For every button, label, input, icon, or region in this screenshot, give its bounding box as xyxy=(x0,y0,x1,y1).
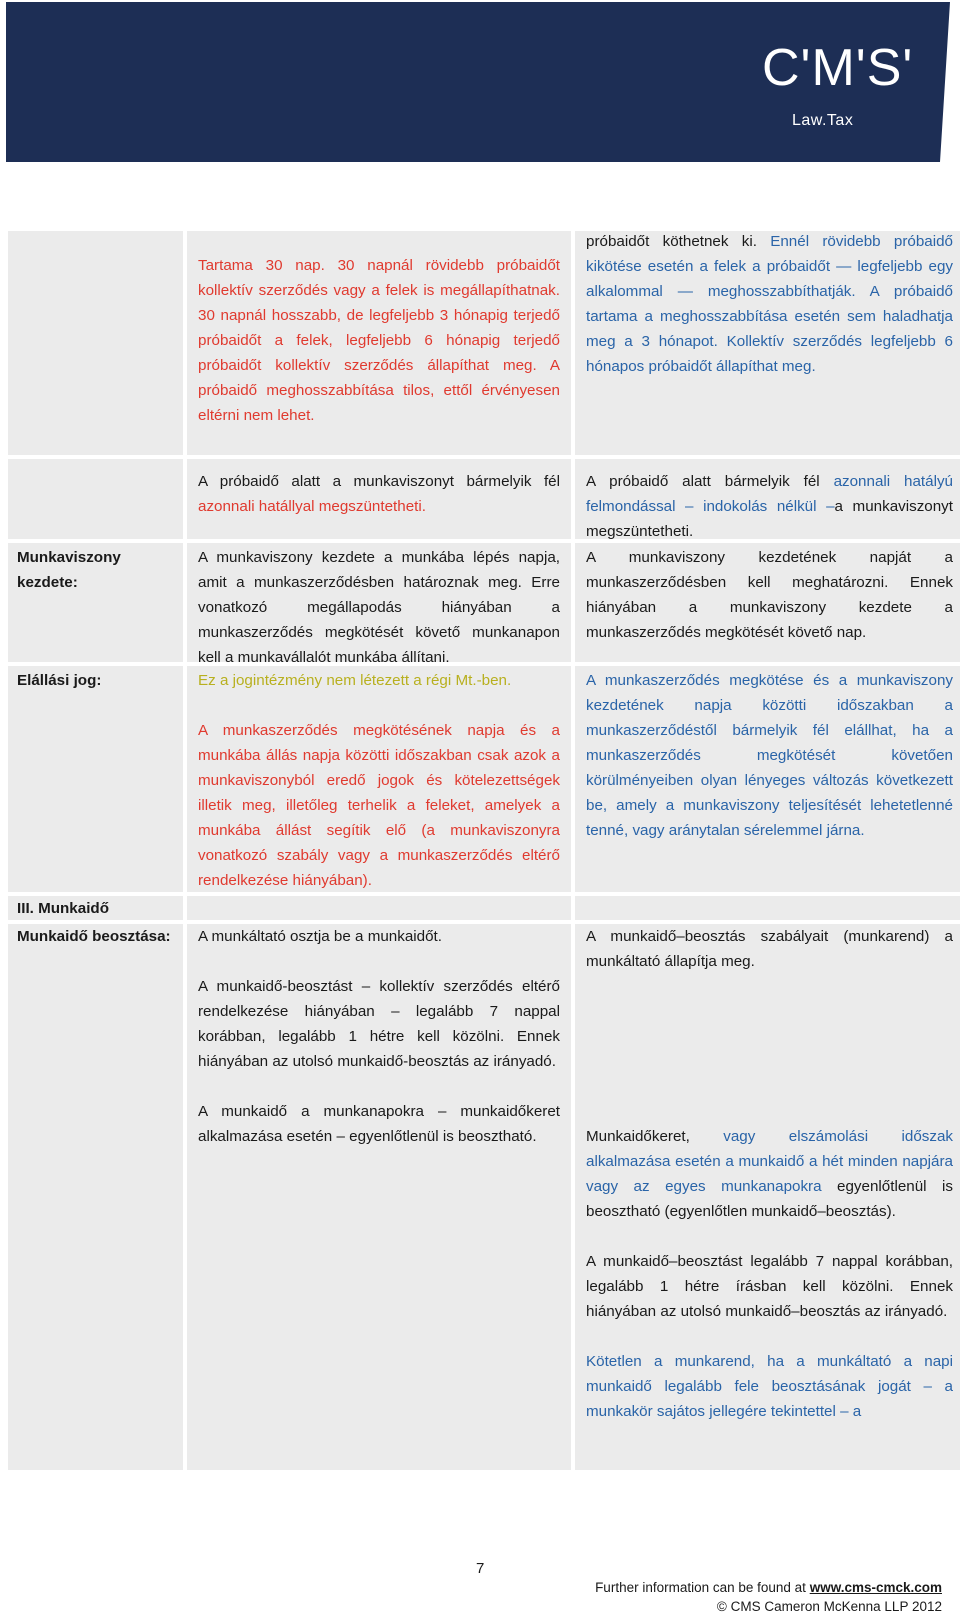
text-segment: azonnali hatályú felmondással – indokolás nélkül – xyxy=(586,473,953,515)
new-law-cell xyxy=(575,543,960,662)
text-paragraph: Kötetlen a munkarend, ha a munkáltató a napi munkaidő legalább fele beosztásának jogát – a munkakör sajátos jellegére tekintettel – a xyxy=(586,1353,953,1420)
row-label: Elállási jog: xyxy=(17,672,102,689)
text-paragraph xyxy=(586,1124,953,1224)
old-law-cell xyxy=(187,543,571,666)
website-link[interactable]: www.cms-cmck.com xyxy=(809,1580,942,1595)
text-paragraph: A munkaszerződés megkötésének napja és a munkába állás napja közötti időszakban csak azok a munkaviszonyból eredő jogok és kötelezettségek illetik meg, illetőleg terhelik a feleket, amelyek a munkába állást segítik elő (a munkaviszonyra vonatkozó szabály vagy a munkaszerződés eltérő rendelkezése hiányában). xyxy=(198,722,560,889)
logo-subtitle: Law.Tax xyxy=(792,112,854,129)
old-law-cell xyxy=(187,459,571,539)
old-law-cell xyxy=(187,231,571,455)
cell-text: A munkaviszony kezdetének napját a munkaszerződésben kell meghatározni. Ennek hiányában a munkaviszony kezdete a munkaszerződés megkötését követő nap. xyxy=(586,549,953,641)
text-paragraph: A munkaidő–beosztás szabályait (munkarend) a munkáltató állapítja meg. xyxy=(586,928,953,970)
text-segment: Munkaidőkeret, xyxy=(586,1128,724,1145)
table-row xyxy=(8,231,958,455)
text-paragraph: A munkaidő–beosztást legalább 7 nappal korábban, legalább 1 hétre írásban kell közölni. Ennek hiányában az utolsó munkaidő–beosztás az irányadó. xyxy=(586,1253,953,1320)
banner-edge xyxy=(940,2,950,162)
cell-text xyxy=(198,668,560,893)
table-row xyxy=(8,666,958,892)
label-cell xyxy=(8,459,183,539)
row-label: Munkaidő beosztása: xyxy=(17,928,171,945)
new-law-cell xyxy=(575,459,960,539)
cell-text: A munkaviszony kezdete a munkába lépés napja, amit a munkaszerződésben határoznak meg. Erre vonatkozó megállapodás hiányában a munkaszerződés megkötését követő munkanapon kell a munkavállalót munkába állítani. xyxy=(198,549,560,666)
table-row xyxy=(8,896,958,920)
text-segment: vagy elszámolási időszak alkalmazása esetén a munkaidő a hét minden napjára vagy az egyes munkanapokra xyxy=(586,1128,953,1195)
text-segment: egyenlőtlenül is beosztható (egyenlőtlen munkaidő–beosztás). xyxy=(586,1178,953,1220)
comparison-table xyxy=(8,231,958,1470)
cell-text: Tartama 30 nap. 30 napnál rövidebb próbaidőt kollektív szerződés vagy a felek is megállapíthatnak. 30 napnál hosszabb, de legfeljebb 3 hónapig terjedő próbaidőt a felek, legfeljebb 6 hónapig terjedő próbaidőt kollektív szerződés állapíthat meg. A próbaidő meghosszabbítása tilos, ettől érvényesen eltérni nem lehet. xyxy=(198,257,560,424)
footer-info xyxy=(595,1578,942,1616)
cell-text xyxy=(586,924,953,1424)
old-law-cell xyxy=(187,924,571,1470)
empty-cell xyxy=(575,896,960,920)
header-banner xyxy=(6,2,950,162)
cell-text: A munkaszerződés megkötése és a munkaviszony kezdetének napja közötti időszakban a munkaszerződéstől bármelyik fél elállhat, ha a munkaszerződés megkötését követően körülményeiben olyan lényeges változás következett be, amely a munkaviszony teljesítését lehetetlenné tenné, vagy aránytalan sérelemmel járna. xyxy=(586,672,953,839)
text-segment: a munkaviszonyt megszüntetheti. xyxy=(586,498,953,540)
logo-mark: C'M'S' xyxy=(762,39,914,97)
page-number: 7 xyxy=(476,1560,485,1577)
copyright: © CMS Cameron McKenna LLP 2012 xyxy=(716,1599,942,1614)
text-paragraph: A munkaidő a munkanapokra – munkaidőkeret alkalmazása esetén – egyenlőtlenül is beosztható. xyxy=(198,1103,560,1145)
label-cell xyxy=(8,231,183,455)
label-cell xyxy=(8,543,183,662)
cms-logo xyxy=(762,38,922,138)
cell-text xyxy=(198,469,560,519)
new-law-cell xyxy=(575,924,960,1470)
text-segment: A próbaidő alatt bármelyik fél xyxy=(586,473,834,490)
footer-link-line xyxy=(595,1578,942,1597)
cell-text xyxy=(586,469,953,544)
table-row xyxy=(8,924,958,1470)
empty-cell xyxy=(187,896,571,920)
row-label: Munkaviszony kezdete: xyxy=(17,549,121,591)
text-segment: azonnali hatállyal megszüntetheti. xyxy=(198,498,426,515)
cell-text xyxy=(586,229,953,379)
table-row xyxy=(8,543,958,666)
text-paragraph: A munkaidő-beosztást – kollektív szerződés eltérő rendelkezése hiányában – legalább 7 nappal korábban, legalább 1 hétre kell közölni. Ennek hiányában az utolsó munkaidő-beosztás az irányadó. xyxy=(198,978,560,1070)
text-segment: A próbaidő alatt a munkaviszonyt bármelyik fél xyxy=(198,473,560,490)
text-segment: Ennél rövidebb próbaidő kikötése esetén a felek a próbaidőt — legfeljebb egy alkalommal — meghosszabbíthatják. A próbaidő tartama a meghosszabbítása esetén sem haladhatja meg a 3 hónapot. Kollektív szerződés legfeljebb 6 hónapos próbaidőt állapíthat meg. xyxy=(586,233,953,375)
cell-text xyxy=(198,924,560,1149)
section-heading: III. Munkaidő xyxy=(17,900,109,917)
label-cell xyxy=(8,666,183,892)
new-law-cell xyxy=(575,666,960,892)
table-row xyxy=(8,459,958,539)
text-paragraph: Ez a jogintézmény nem létezett a régi Mt.-ben. xyxy=(198,672,512,689)
section-label-cell xyxy=(8,896,183,920)
new-law-cell xyxy=(575,231,960,455)
text-segment: próbaidőt köthetnek ki. xyxy=(586,233,771,250)
footer-prefix: Further information can be found at xyxy=(595,1580,810,1595)
label-cell xyxy=(8,924,183,1470)
text-paragraph: A munkáltató osztja be a munkaidőt. xyxy=(198,928,442,945)
old-law-cell xyxy=(187,666,571,892)
